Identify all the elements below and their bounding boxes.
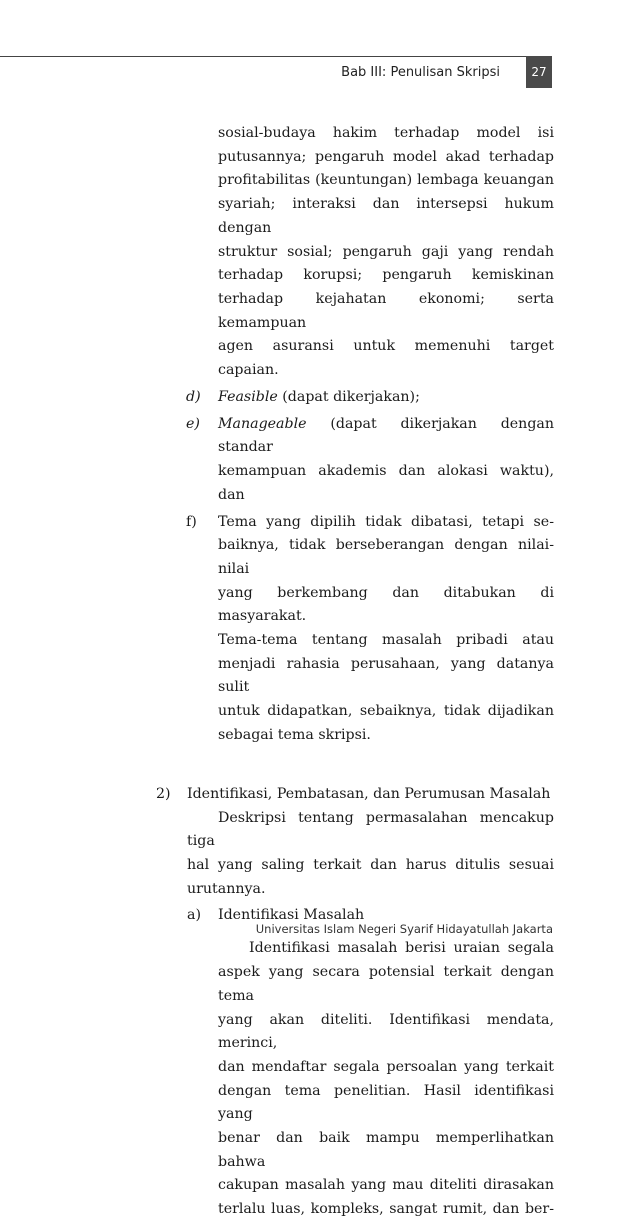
- page-body: [0, 122, 638, 1222]
- text-line: putusannya; pengaruh model akad terhadap: [218, 148, 554, 165]
- text-line: agen asuransi untuk memenuhi target capaian.: [218, 338, 554, 379]
- term-description: (dapat dikerjakan dengan standar: [218, 415, 554, 456]
- section-2: [0, 783, 638, 1222]
- text-line: untuk didapatkan, sebaiknya, tidak dijadikan: [218, 703, 554, 720]
- text-line: terhadap kejahatan ekonomi; serta kemampuan: [218, 290, 554, 331]
- text-line: terlalu luas, kompleks, sangat rumit, dan ber-: [218, 1201, 554, 1218]
- section-intro: [187, 807, 554, 902]
- continued-paragraph: [218, 122, 554, 383]
- italic-term: Feasible: [218, 388, 278, 405]
- text-line: hal yang saling terkait dan harus ditulis sesuai: [187, 856, 554, 873]
- text-line: sebagai tema skripsi.: [218, 726, 371, 743]
- text-line: yang berkembang dan ditabukan di masyarakat.: [218, 584, 554, 625]
- section-marker: 2): [156, 785, 171, 802]
- running-header-title: Bab III: Penulisan Skripsi: [341, 65, 500, 80]
- text-line: menjadi rahasia perusahaan, yang datanya sulit: [218, 655, 554, 696]
- text-line: dengan tema penelitian. Hasil identifikasi yang: [218, 1082, 554, 1123]
- text-line: terhadap korupsi; pengaruh kemiskinan: [218, 267, 554, 284]
- text-line: Deskripsi tentang permasalahan mencakup tiga: [187, 809, 554, 850]
- text-line: sosial-budaya hakim terhadap model isi: [218, 125, 554, 141]
- text-line: urutannya.: [187, 880, 266, 897]
- text-line: Identifikasi masalah berisi uraian segala: [249, 940, 554, 957]
- italic-term: Manageable: [218, 415, 307, 432]
- section-heading-row: [0, 783, 638, 807]
- text-line: kemampuan akademis dan alokasi waktu), dan: [218, 463, 554, 503]
- text-line: profitabilitas (keuntungan) lembaga keuangan: [218, 172, 554, 189]
- page-number-badge: 27: [526, 56, 552, 88]
- section-heading: Identifikasi, Pembatasan, dan Perumusan Masalah: [187, 785, 551, 802]
- text-line: cakupan masalah yang mau diteliti dirasakan: [218, 1177, 554, 1194]
- subsection-body: [218, 937, 554, 1221]
- running-footer: Universitas Islam Negeri Syarif Hidayatullah Jakarta: [255, 922, 553, 936]
- subsection-marker: a): [187, 907, 201, 924]
- text-line: syariah; interaksi dan intersepsi hukum dengan: [218, 196, 554, 236]
- list-marker: d): [186, 388, 201, 405]
- term-description: (dapat dikerjakan);: [277, 388, 420, 405]
- header-rule: [0, 56, 526, 57]
- subsection-heading: Identifikasi Masalah: [218, 907, 365, 924]
- list-item-text: [218, 386, 420, 410]
- text-line: yang akan diteliti. Identifikasi mendata, merinci,: [218, 1011, 554, 1052]
- text-line: dan mendaftar segala persoalan yang terkait: [218, 1058, 554, 1075]
- text-line: [218, 413, 554, 460]
- text-line: benar dan baik mampu memperlihatkan bahwa: [218, 1130, 554, 1170]
- text-line: Tema-tema tentang masalah pribadi atau: [218, 632, 554, 649]
- list-item-d: [0, 386, 638, 410]
- list-marker: e): [186, 415, 200, 432]
- text-line: baiknya, tidak berseberangan dengan nilai-nilai: [218, 537, 554, 577]
- text-line: struktur sosial; pengaruh gaji yang rendah: [218, 243, 554, 260]
- text-line: Tema yang dipilih tidak dibatasi, tetapi se-: [218, 513, 554, 530]
- text-line: aspek yang secara potensial terkait dengan tema: [218, 964, 554, 1004]
- list-marker: f): [186, 513, 197, 530]
- list-item-e: [0, 413, 638, 508]
- list-item-f: [0, 511, 638, 748]
